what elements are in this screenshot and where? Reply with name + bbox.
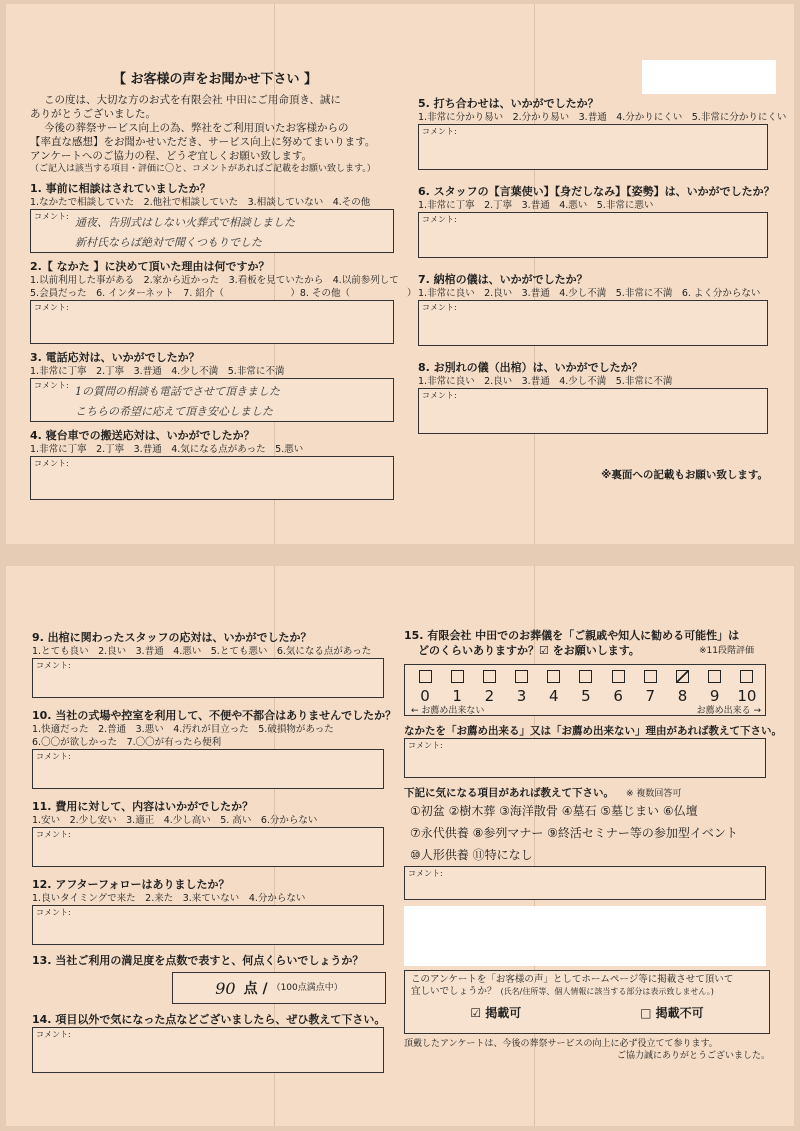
- scale-checkbox-3[interactable]: [508, 669, 536, 687]
- scale-checkbox-1[interactable]: [443, 669, 471, 687]
- survey-title: 【 お客様の声をお聞かせ下さい 】: [112, 72, 318, 87]
- scale-checkbox-2[interactable]: [475, 669, 503, 687]
- q3-title: 3. 電話応対は、いかがでしたか？: [30, 351, 200, 364]
- q3-comment-box[interactable]: コメント: 1の質問の相談も電話でさせて頂きました こちらの希望に応えて頂き安心しました: [30, 378, 394, 422]
- closing-line2: ご協力誠にありがとうございました。: [616, 1051, 770, 1061]
- q1-comment-line1: 通夜、告別式はしない火葬式で相談しました: [75, 216, 295, 229]
- interests-comment-box[interactable]: コメント:: [404, 866, 766, 900]
- q5-title: 5. 打ち合わせは、いかがでしたか？: [418, 97, 599, 110]
- q3-comment-line2: こちらの希望に応えて頂き安心しました: [75, 405, 273, 418]
- intro-text: この度は、大切な方のお式を有限会社 中田にご用命頂き、誠に ありがとうございました。 今後の葬祭サービス向上の為、弊社をご利用頂いたお客様からの 【率直な感想】をお聞かせいただき、サービス向上に努めてまいります。 アンケートへのご協力の程、どうぞ宜しくお願い致します。 （ご記入は該当する項目・評価に〇と、コメントがあればご記載をお願い致します。）: [30, 94, 376, 174]
- q4-options: 1.非常に丁寧 2.丁寧 3.普通 4.気になる点があった 5.悪い: [30, 444, 304, 455]
- reason-comment-box[interactable]: コメント:: [404, 738, 766, 778]
- q10-options-line1: 1.快適だった 2.普通 3.悪い 4.汚れが目立った 5.破損物があった: [32, 724, 334, 735]
- q1-options: 1.なかたで相談していた 2.他社で相談していた 3.相談していない 4.その他: [30, 197, 371, 208]
- scale-checkbox-10[interactable]: [733, 669, 761, 687]
- q7-comment-box[interactable]: コメント:: [418, 300, 768, 346]
- redacted-area: [642, 60, 776, 94]
- publish-consent-box: [404, 970, 770, 1034]
- back-left-column: [32, 624, 402, 1073]
- q13-max: （100点満点中）: [271, 983, 343, 993]
- q4-comment-box[interactable]: コメント:: [30, 456, 394, 500]
- q6-options: 1.非常に丁寧 2.丁寧 3.普通 4.悪い 5.非常に悪い: [418, 200, 654, 211]
- checkbox-icon: [644, 670, 657, 683]
- scale-checkbox-8[interactable]: [669, 669, 697, 687]
- q7-title: 7. 納棺の儀は、いかがでしたか？: [418, 273, 588, 286]
- scale-checkbox-7[interactable]: [636, 669, 664, 687]
- scale-checkbox-5[interactable]: [572, 669, 600, 687]
- checkbox-icon: [515, 670, 528, 683]
- scale-number: 1: [452, 687, 462, 705]
- q15-scale-note: ※11段階評価: [699, 646, 754, 656]
- scale-number: 9: [709, 687, 720, 705]
- scale-checkbox-6[interactable]: [604, 669, 632, 687]
- back-side-note: ※裏面への記載もお願い致します。: [601, 469, 768, 481]
- scale-number: 10: [737, 687, 757, 705]
- scale-checkbox-4[interactable]: [540, 669, 568, 687]
- q1-comment-line2: 新村氏ならば絶対で聞くつもりでした: [75, 236, 262, 249]
- q13-unit: 点 /: [243, 981, 268, 997]
- q12-comment-box[interactable]: コメント:: [32, 905, 384, 945]
- checkbox-icon: [451, 670, 464, 683]
- scale-number: 8: [677, 687, 688, 705]
- q14-title: 14. 項目以外で気になった点などございましたら、ぜひ教えて下さい。: [32, 1013, 386, 1026]
- q3-comment-line1: 1の質問の相談も電話でさせて頂きました: [75, 385, 280, 398]
- scale-number: 4: [548, 687, 559, 705]
- q9-comment-box[interactable]: コメント:: [32, 658, 384, 698]
- checkbox-icon: [740, 670, 753, 683]
- recommend-scale-box: [404, 664, 766, 716]
- scale-number: 6: [613, 687, 623, 705]
- q13-score-box[interactable]: [172, 972, 386, 1004]
- q6-comment-box[interactable]: コメント:: [418, 212, 768, 258]
- scale-number: 5: [581, 687, 591, 705]
- reason-prompt: なかたを「お薦め出来る」又は「お薦め出来ない」理由があれば教えて下さい。: [404, 725, 782, 737]
- q9-options: 1.とても良い 2.良い 3.普通 4.悪い 5.とても悪い 6.気になる点があった: [32, 646, 372, 657]
- survey-page-front: [6, 4, 794, 544]
- q8-comment-box[interactable]: コメント:: [418, 388, 768, 434]
- q13-title: 13. 当社ご利用の満足度を点数で表すと、何点くらいでしょうか？: [32, 954, 364, 967]
- scale-number: 2: [484, 687, 495, 705]
- not-recommend-label: ← お薦め出来ない: [411, 706, 485, 716]
- q12-title: 12. アフターフォローはありましたか？: [32, 878, 230, 891]
- q2-options-line1: 1.以前利用した事がある 2.家から近かった 3.看板を見ていたから 4.以前参列して: [30, 275, 399, 286]
- scale-number: 0: [420, 687, 430, 705]
- redacted-area: [404, 906, 766, 966]
- q11-options: 1.安い 2.少し安い 3.適正 4.少し高い 5. 高い 6.分からない: [32, 815, 318, 826]
- q2-title: 2.【 なかた 】に決めて頂いた理由は何ですか？: [30, 260, 270, 273]
- checkbox-icon: [547, 670, 560, 683]
- back-right-column: [404, 622, 784, 1062]
- interests-line2: ⑦永代供養 ⑧参列マナー ⑨終活セミナー等の参加型イベント: [410, 826, 738, 840]
- checkbox-icon: [483, 670, 496, 683]
- recommend-scale-checkboxes: [411, 669, 761, 687]
- interests-line1: ①初盆 ②樹木葬 ③海洋散骨 ④墓石 ⑤墓じまい ⑥仏壇: [410, 804, 698, 818]
- closing-line1: 頂戴したアンケートは、今後の葬祭サービスの向上に必ず役立てて参ります。: [404, 1039, 718, 1049]
- q13-score: 90: [215, 978, 236, 998]
- interests-line3: ⑩人形供養 ⑪特になし: [410, 848, 533, 862]
- q15-title-line2: どのくらいありますか？☑ をお願いします。: [418, 644, 640, 657]
- scale-number: 3: [516, 687, 527, 705]
- q15-title-line1: 15. 有限会社 中田でのお葬儀を「ご親戚や知人に勧める可能性」は: [404, 629, 740, 642]
- q3-options: 1.非常に丁寧 2.丁寧 3.普通 4.少し不満 5.非常に不満: [30, 366, 285, 377]
- front-right-column: [418, 90, 787, 482]
- publish-no-checkbox[interactable]: □ 掲載不可: [640, 1006, 704, 1020]
- q14-comment-box[interactable]: コメント:: [32, 1027, 384, 1073]
- q10-options-line2: 6.〇〇が欲しかった 7.〇〇が有ったら便利: [32, 737, 222, 748]
- checkbox-icon: [612, 670, 625, 683]
- recommend-label: お薦め出来る →: [696, 706, 761, 716]
- q9-title: 9. 出棺に関わったスタッフの応対は、いかがでしたか？: [32, 631, 312, 644]
- interests-list: [404, 800, 784, 866]
- publish-question-line2: 宜しいでしょうか？: [411, 986, 497, 997]
- q8-title: 8. お別れの儀（出棺）は、いかがでしたか？: [418, 361, 643, 374]
- publish-question-line1: このアンケートを「お客様の声」としてホームページ等に掲載させて頂いて: [411, 974, 734, 985]
- q2-options-line2: 5.会員だった 6. インターネット 7. 紹介（ ）8. その他（ ）: [30, 288, 417, 299]
- q11-comment-box[interactable]: コメント:: [32, 827, 384, 867]
- publish-privacy-note: (氏名/住所等、個人情報に該当する部分は表示致しません。): [500, 987, 714, 996]
- q10-comment-box[interactable]: コメント:: [32, 749, 384, 789]
- checkbox-icon: [708, 670, 721, 683]
- survey-page-back: [6, 566, 794, 1126]
- front-left-column: [30, 68, 417, 500]
- recommend-scale-numbers: [411, 687, 761, 705]
- q6-title: 6. スタッフの【言葉使い】【身だしなみ】【姿勢】は、いかがでしたか？: [418, 185, 775, 198]
- q4-title: 4. 寝台車での搬送応対は、いかがでしたか？: [30, 429, 255, 442]
- publish-yes-checkbox[interactable]: ☑ 掲載可: [470, 1006, 522, 1020]
- scale-checkbox-0[interactable]: [411, 669, 439, 687]
- q5-options: 1.非常に分かり易い 2.分かり易い 3.普通 4.分かりにくい 5.非常に分かりにくい: [418, 112, 787, 123]
- q10-title: 10. 当社の式場や控室を利用して、不便や不都合はありませんでしたか？: [32, 709, 397, 722]
- interests-title: 下記に気になる項目があれば教えて下さい。: [404, 787, 614, 799]
- checkbox-icon: [419, 670, 432, 683]
- q1-comment-box[interactable]: コメント: 通夜、告別式はしない火葬式で相談しました 新村氏ならば絶対で聞くつもりでした: [30, 209, 394, 253]
- q1-title: 1. 事前に相談はされていましたか？: [30, 182, 211, 195]
- q12-options: 1.良いタイミングで来た 2.来た 3.来ていない 4.分からない: [32, 893, 306, 904]
- checkbox-icon: [676, 670, 689, 683]
- q11-title: 11. 費用に対して、内容はいかがでしたか？: [32, 800, 254, 813]
- checkbox-icon: [579, 670, 592, 683]
- q5-comment-box[interactable]: コメント:: [418, 124, 768, 170]
- scale-checkbox-9[interactable]: [701, 669, 729, 687]
- q7-options: 1.非常に良い 2.良い 3.普通 4.少し不満 5.非常に不満 6. よく分からない: [418, 288, 761, 299]
- interests-note: ※ 複数回答可: [626, 789, 682, 799]
- scale-number: 7: [645, 687, 656, 705]
- q2-comment-box[interactable]: コメント:: [30, 300, 394, 344]
- q8-options: 1.非常に良い 2.良い 3.普通 4.少し不満 5.非常に不満: [418, 376, 673, 387]
